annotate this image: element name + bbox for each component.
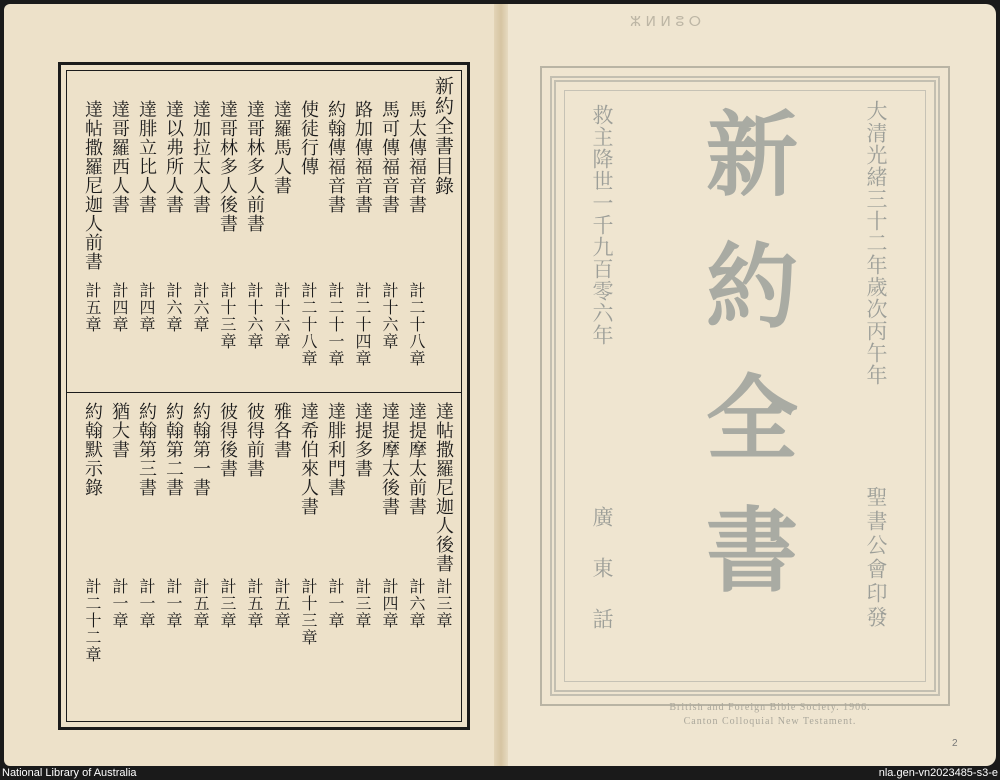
toc-entry-count: 計五章	[191, 578, 210, 629]
toc-entry-name: 約翰第三書	[136, 402, 157, 497]
toc-entry-name: 馬太傳福音書	[406, 100, 427, 214]
toc-title: 新約全書目錄	[432, 76, 454, 196]
toc-entry-name: 達哥羅西人書	[109, 100, 130, 214]
cover-date-line: 大清光緒三十二年歲次丙午年	[864, 100, 888, 386]
english-title-line: Canton Colloquial New Testament.	[683, 716, 857, 727]
toc-entry-count: 計一章	[164, 578, 183, 629]
toc-entry-count: 計一章	[137, 578, 156, 629]
toc-entry-name: 雅各書	[271, 402, 292, 459]
toc-entry-name: 約翰默示錄	[82, 402, 103, 497]
toc-entry-count: 計三章	[218, 578, 237, 629]
toc-entry-count: 計五章	[245, 578, 264, 629]
toc-entry-name: 達帖撒羅尼迦人後書	[433, 402, 454, 573]
toc-entry-name: 約翰傳福音書	[325, 100, 346, 214]
toc-entry-name: 達希伯來人書	[298, 402, 319, 516]
toc-entry-count: 計二十一章	[326, 282, 345, 367]
toc-entry-count: 計二十四章	[353, 282, 372, 367]
toc-entry-count: 計二十八章	[299, 282, 318, 367]
toc-entry-count: 計四章	[110, 282, 129, 333]
pencil-annotation: ⵣ ⵍ ⵍ ⵓ ⵔ	[630, 14, 702, 30]
toc-entry-count: 計十六章	[380, 282, 399, 350]
toc-divider	[67, 392, 461, 393]
toc-entry-name: 馬可傳福音書	[379, 100, 400, 214]
toc-entry-count: 計十三章	[299, 578, 318, 646]
toc-entry-name: 彼得後書	[217, 402, 238, 478]
toc-entry-name: 達腓立比人書	[136, 100, 157, 214]
toc-entry-count: 計十三章	[218, 282, 237, 350]
toc-entry-name: 彼得前書	[244, 402, 265, 478]
toc-entry-name: 約翰第二書	[163, 402, 184, 497]
toc-entry-name: 達腓利門書	[325, 402, 346, 497]
toc-entry-count: 計四章	[137, 282, 156, 333]
cover-publisher: 聖書公會印發	[864, 486, 888, 630]
toc-entry-count: 計十六章	[245, 282, 264, 350]
toc-entry-name: 達加拉太人書	[190, 100, 211, 214]
toc-entry-count: 計一章	[110, 578, 129, 629]
cover-title: 新約全書	[691, 106, 799, 634]
toc-entry-name: 路加傳福音書	[352, 100, 373, 214]
toc-entry-count: 計五章	[83, 282, 102, 333]
toc-entry-count: 計十六章	[272, 282, 291, 350]
toc-entry-name: 達哥林多人前書	[244, 100, 265, 233]
toc-entry-count: 計三章	[353, 578, 372, 629]
toc-entry-count: 計二十八章	[407, 282, 426, 367]
toc-entry-count: 計五章	[272, 578, 291, 629]
toc-entry-name: 猶大書	[109, 402, 130, 459]
cover-location: 廣東話	[590, 506, 614, 659]
footer-library-name: National Library of Australia	[2, 767, 137, 779]
toc-entry-name: 使徒行傳	[298, 100, 319, 176]
toc-entry-count: 計六章	[164, 282, 183, 333]
toc-entry-name: 達提多書	[352, 402, 373, 478]
toc-entry-count: 計一章	[326, 578, 345, 629]
toc-entry-count: 計六章	[407, 578, 426, 629]
page-number: 2	[952, 738, 958, 749]
toc-entry-name: 達提摩太前書	[406, 402, 427, 516]
toc-entry-name: 達哥林多人後書	[217, 100, 238, 233]
toc-entry-name: 達提摩太後書	[379, 402, 400, 516]
toc-entry-name: 達以弗所人書	[163, 100, 184, 214]
toc-entry-count: 計六章	[191, 282, 210, 333]
toc-entry-count: 計二十二章	[83, 578, 102, 663]
english-publisher-line: British and Foreign Bible Society. 1906.	[669, 702, 871, 713]
toc-entry-name: 達羅馬人書	[271, 100, 292, 195]
toc-entry-name: 達帖撒羅尼迦人前書	[82, 100, 103, 271]
toc-entry-count: 計四章	[380, 578, 399, 629]
cover-print-line: 救主降世一千九百零六年	[590, 104, 614, 346]
toc-entry-count: 計三章	[434, 578, 453, 629]
toc-entry-name: 約翰第一書	[190, 402, 211, 497]
footer-identifier: nla.gen-vn2023485-s3-e	[878, 767, 998, 779]
book-gutter	[494, 4, 508, 766]
